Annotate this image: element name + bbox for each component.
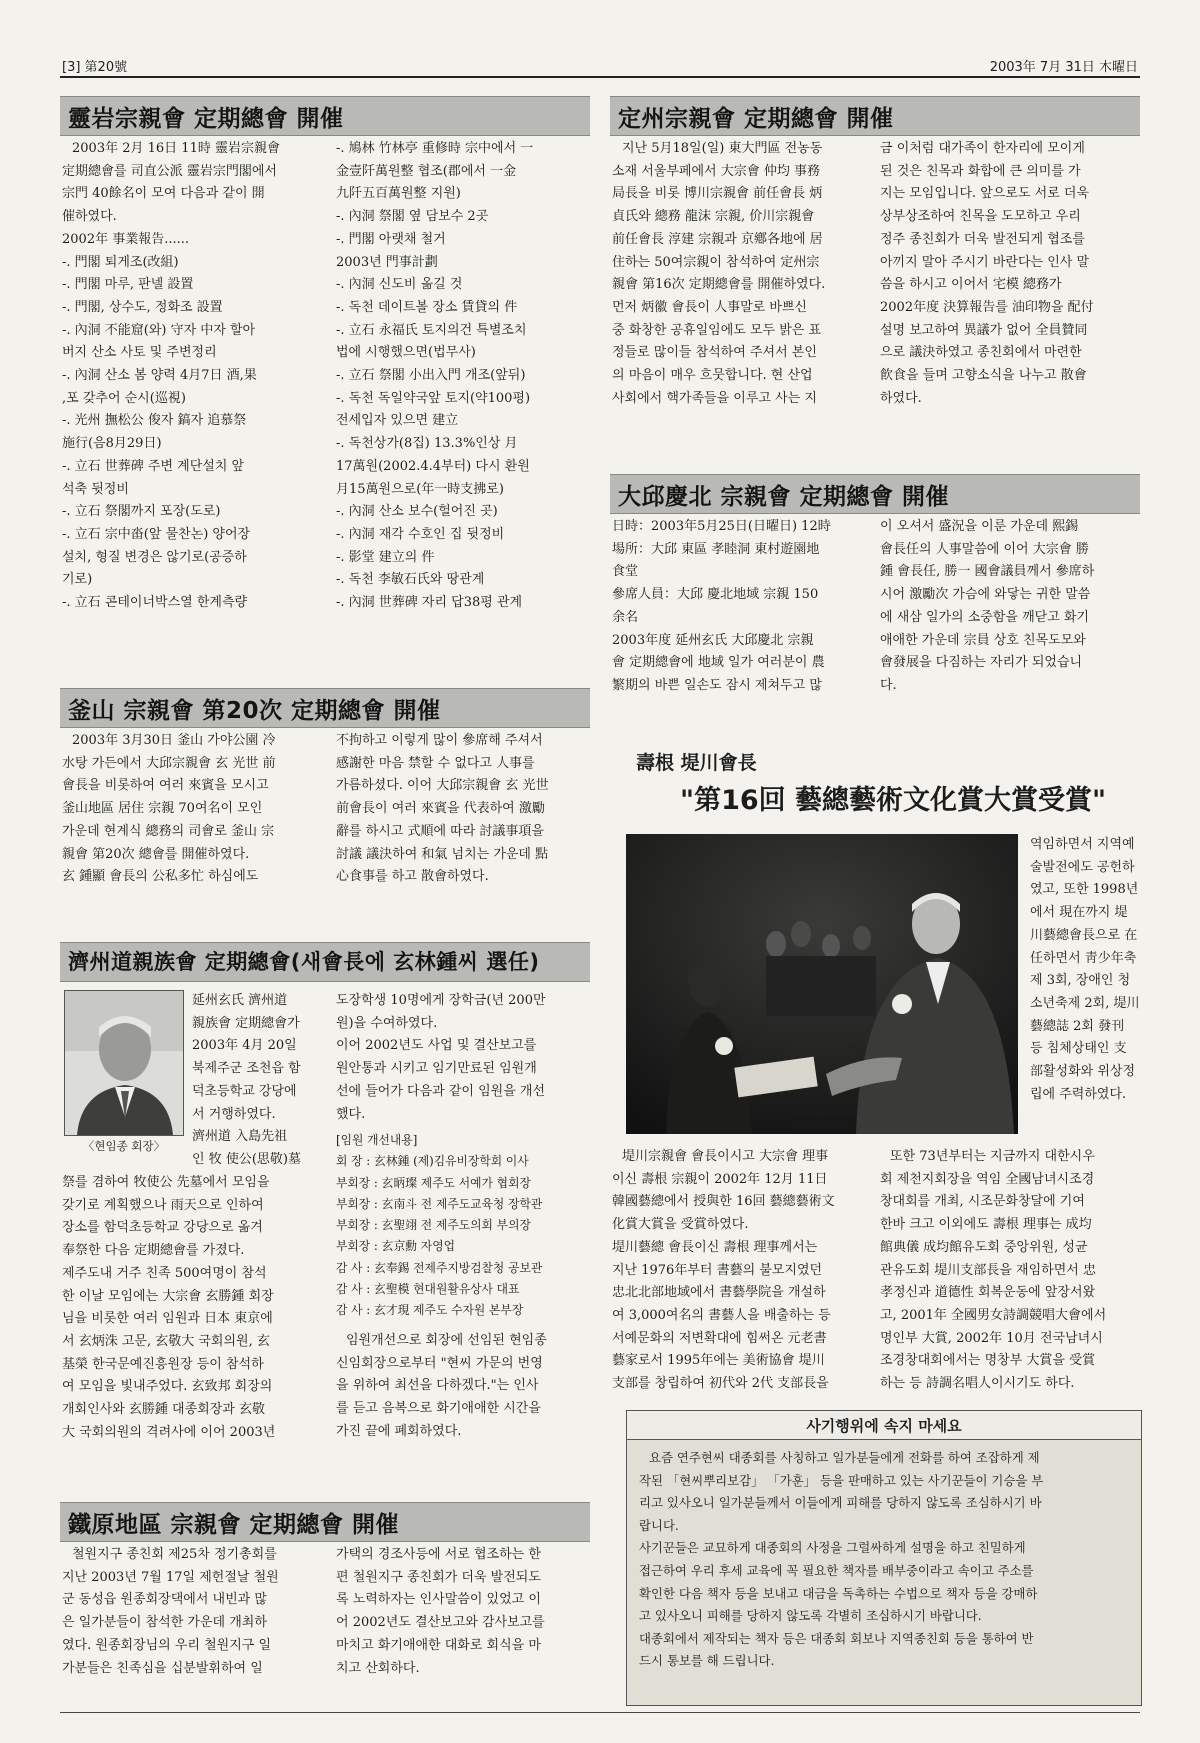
article-headline: "第16回 藝總藝術文化賞大賞受賞" <box>680 785 1107 816</box>
article-title: 定州宗親會 定期總會 開催 <box>618 106 894 132</box>
article-title: 釜山 宗親會 第20次 定期總會 開催 <box>68 698 441 724</box>
ceremony-image <box>626 834 1018 1134</box>
article-title-bar <box>60 942 590 982</box>
article-body-column <box>62 1544 320 1680</box>
article-title-bar <box>610 96 1140 136</box>
article-text: 이 오셔서 盛況을 이룬 가운데 熙錫 會長任의 人事말씀에 이어 大宗會 勝 鍾 會長任, 勝一 國會議員께서 參席하 시어 激勵次 가슴에 와닿는 귀한 말씀 에 새삼 일가의 소중함을 깨닫고 화기 애애한 가운데 宗員 상호 친목도모와 會發展을 다짐하는 자리가 되었습니 다. <box>880 519 1095 693</box>
article-body-column <box>880 138 1138 410</box>
article-title: 濟州道親族會 定期總會(새會長에 玄林鍾씨 選任) <box>68 950 540 974</box>
fraud-warning-notice <box>626 1410 1142 1706</box>
article-body-column <box>336 990 592 1126</box>
article-title: 靈岩宗親會 定期總會 開催 <box>68 106 344 132</box>
article-text: 가택의 경조사등에 서로 협조하는 한 편 철원지구 종친회가 더욱 발전되도 록 노력하자는 인사말씀이 있었고 이 어 2002년도 결산보고와 감사보고를 마치고 화기애애한 대화로 회식을 마 치고 산회하다. <box>336 1547 545 1676</box>
article-body-column <box>336 730 592 889</box>
article-text: 祭를 겸하여 牧使公 先墓에서 모임을 갖기로 계획했으나 雨天으로 인하여 장소를 함덕초등학교 강당으로 옮겨 奉祭한 다음 定期總會를 가졌다. 제주도내 거주 친족 500여명이 참석 한 이날 모임에는 大宗會 玄勝鍾 회장 님을 비롯한 여러 임원과 日本 東京에 서 玄炳洙 고문, 玄敬大 국회의원, 玄 基榮 한국문예진흥원장 등이 참석하 여 모임을 빛내주었다. 玄致邦 회장의 개회인사와 玄勝鍾 대종회장과 玄敬 大 국회의원의 격려사에 이어 2003년 <box>62 1175 276 1440</box>
award-ceremony-photo <box>626 834 1018 1134</box>
notice-body <box>639 1447 1133 1673</box>
page-number-issue: [3] 第20號 <box>62 60 128 75</box>
article-body-column <box>612 1146 870 1396</box>
portrait-image <box>65 991 183 1135</box>
article-text: -. 鳩林 竹林亭 重修時 宗中에서 一 金壹阡萬원整 협조(郡에서 一金 九阡五百萬원整 지원) -. 內洞 祭閣 옆 담보수 2곳 -. 門閣 아랫채 철거 2003년 門事計劃 -. 內洞 신도비 옮길 것 -. 독천 데이트볼 장소 賃貸의 件 -. 立石 永福氏 토지의건 특별조치 법에 시행했으면(법무사) -. 立石 祭閣 小出入門 개조(앞뒤) -. 독천 독일약국앞 토지(약100평) 전세입자 있으면 建立 -. 독천상가(8집) 13.3%인상 月 17萬원(2002.4.4부터) 다시 환원 月15萬원으로(年一時支拂로) -. 內洞 산소 보수(헐어진 곳) -. 內洞 재각 수호인 집 뒷정비 -. 影堂 建立의 件 -. 독천 李敏石氏와 땅관계 -. 內洞 世葬碑 자리 답38평 관계 <box>336 141 534 611</box>
footer-rule <box>60 1712 1140 1713</box>
portrait-photo <box>64 990 184 1136</box>
article-text: 금 이처럼 대가족이 한자리에 모이게 된 것은 친목과 화합에 큰 의미를 가 지는 모임입니다. 앞으로도 서로 더욱 상부상조하여 친목을 도모하고 우리 정주 종친회가 더욱 발전되게 협조를 아끼지 말아 주시기 바란다는 인사 말 씀을 하시고 이어서 宅模 總務가 2002年度 決算報告를 油印物을 配付 설명 보고하여 異議가 없어 全員贊同 으로 議決하였고 종친회에서 마련한 飮食을 들며 고향소식을 나누고 散會 하였다. <box>880 141 1094 406</box>
article-body-column <box>336 1330 592 1444</box>
article-body-column <box>336 1544 592 1680</box>
article-text: [임원 개선내용] 회 장 : 玄林鍾 (제)김유비장학회 이사 부회장 : 玄昞璨 제주도 서예가 협회장 부회장 : 玄南斗 전 제주도교육청 장학관 부회장 : 玄聖翊 전 제주도의회 부의장 부회장 : 玄京勳 자영업 감 사 : 玄奉錫 전제주지방검찰청 공보관 감 사 : 玄聖模 현대원활유상사 대표 감 사 : 玄才現 제주도 수자원 본부장 <box>336 1133 543 1318</box>
officer-list <box>336 1130 592 1322</box>
article-text: 不拘하고 이렇게 많이 參席해 주셔서 感謝한 마음 禁할 수 없다고 人事를 가름하셨다. 이어 大邱宗親會 玄 光世 前會長이 여러 來賓을 代表하여 激勵 辭를 하시고 式順에 따라 討議事項을 討議 議決하여 和氣 넘치는 가운데 點 心食事를 하고 散會하였다. <box>336 733 549 885</box>
notice-text: 요즘 연주현씨 대종회를 사칭하고 일가분들에게 전화를 하여 조잡하게 제 작된 「현씨뿌리보감」 「가훈」 등을 판매하고 있는 사기꾼들이 기승을 부 리고 있사오니 일가분들께서 이들에게 피해를 당하지 않도록 조심하시기 바 랍니다. 사기꾼들은 교묘하게 대종회의 사정을 그럴싸하게 설명을 하고 친밀하게 접근하여 우리 후세 교육에 꼭 필요한 책자를 배부중이라고 속이고 주소를 확인한 다음 책자 등을 보내고 대금을 독촉하는 수법으로 책자 등을 강매하 고 있사오니 피해를 당하지 않도록 각별히 조심하시기 바랍니다. 대종회에서 제작되는 책자 등은 대종회 회보나 지역종친회 등을 통하여 반 드시 통보를 해 드립니다. <box>639 1450 1044 1669</box>
article-body-column <box>612 516 870 698</box>
article-text: 延州玄氏 濟州道 親族會 定期總會가 2003年 4月 20일 북제주군 조천읍 함 덕초등학교 강당에 서 거행하였다. 濟州道 入島先祖 인 牧 使公(思敬)墓 <box>192 993 301 1167</box>
article-body-column <box>880 1146 1138 1396</box>
portrait-caption: 〈현임종 회장〉 <box>82 1139 166 1153</box>
article-title: 大邱慶北 宗親會 定期總會 開催 <box>618 484 950 510</box>
article-body-column <box>62 730 320 889</box>
notice-title: 사기행위에 속지 마세요 <box>806 1417 962 1435</box>
article-text: 임원개선으로 회장에 선임된 현임종 신임회장으로부터 "현씨 가문의 번영 을 위하여 최선을 다하겠다."는 인사 를 듣고 음복으로 화기애애한 시간을 가진 끝에 폐회하였다. <box>336 1333 547 1439</box>
article-title-bar <box>60 96 590 136</box>
page-date: 2003年 7月 31日 木曜日 <box>989 60 1138 75</box>
article-kicker: 壽根 堤川會長 <box>636 752 757 774</box>
article-text: 日時：2003年5月25日(日曜日) 12時 場所：大邱 東區 孝睦洞 東村遊園地 食堂 參席人員：大邱 慶北地域 宗親 150 余名 2003年度 延州玄氏 大邱慶北 宗親 會 定期總會에 地域 일가 여러분이 農 繁期의 바쁜 일손도 잠시 제쳐두고 많 <box>612 519 831 693</box>
article-title: 鐵原地區 宗親會 定期總會 開催 <box>68 1512 400 1538</box>
article-body-column <box>336 138 592 615</box>
article-text: 지난 5月18일(일) 東大門區 전농동 소재 서울부페에서 大宗會 仲均 事務 局長을 비롯 博川宗親會 前任會長 炳 貞氏와 總務 龍沫 宗親, 价川宗親會 前任會長 淳建 宗親과 京鄕各地에 居 住하는 50여宗親이 참석하여 定州宗 親會 第16次 定期總會를 開催하였다. 먼저 炳徽 會長이 人事말로 바쁘신 중 화창한 공휴일임에도 모두 밝은 표 정들로 많이들 참석하여 주셔서 본인 의 마음이 매우 흐뭇합니다. 현 산업 사회에서 핵가족들을 이루고 사는 지 <box>612 141 826 406</box>
article-text: 역임하면서 지역예 술발전에도 공헌하 였고, 또한 1998년 에서 現在까지 堤 川藝總會長으로 在 任하면서 靑少年축 제 3회, 장애인 청 소년축제 2회, 堤川 藝總誌 2회 發刊 등 침체상태인 支 部활성화와 위상정 립에 주력하였다. <box>1030 837 1140 1102</box>
article-body-column <box>880 516 1138 698</box>
article-text: 2003年 3月30日 釜山 가야公園 冷 水탕 가든에서 大邱宗親會 玄 光世 前 會長을 비롯하여 여러 來賓을 모시고 釜山地區 居住 宗親 70여名이 모인 가운데 현계식 總務의 司會로 釜山 宗 親會 第20次 總會를 開催하였다. 玄 鍾顯 會長의 公私多忙 하심에도 <box>62 733 276 885</box>
article-text: 도장학생 10명에게 장학금(년 200만 원)을 수여하였다. 이어 2002년도 사업 및 결산보고를 원안통과 시키고 임기만료된 임원개 선에 들어가 다음과 같이 임원을 개선 했다. <box>336 993 546 1122</box>
article-title-bar <box>610 474 1140 514</box>
article-title-bar <box>60 1502 590 1542</box>
article-text: 또한 73년부터는 지금까지 대한시우 회 제천지회장을 역임 全國남녀시조경 창대회를 개최, 시조문화창달에 기여 한바 크고 이외에도 壽根 理事는 成均 館典儀 成均館유도회 중앙위원, 성균 관유도회 堤川支部長을 재임하면서 忠 孝정신과 道德性 회복운동에 앞장서왔 고, 2001年 全國男女詩調競唱大會에서 명인부 大賞, 2002年 10月 전국남녀시 조경창대회에서는 명창부 大賞을 受賞 하는 등 詩調名唱人이시기도 하다. <box>880 1149 1107 1392</box>
article-body-column <box>192 990 322 1172</box>
article-body-column <box>62 138 320 615</box>
article-body-column <box>612 138 868 410</box>
article-body-column <box>1030 834 1140 1106</box>
article-text: 2003年 2月 16日 11時 靈岩宗親會 定期總會를 司直公派 靈岩宗門閣에서 宗門 40餘名이 모여 다음과 같이 開 催하였다. 2002年 事業報告...... -. 門閣 퇴게조(改組) -. 門閣 마루, 판넬 設置 -. 門閣, 상수도, 정화조 設置 -. 內洞 不能窟(와) 守자 中자 할아 버지 산소 사토 및 주변정리 -. 內洞 산소 봄 양력 4月7日 酒,果 ,포 갖추어 순시(巡視) -. 光州 撫松公 俊자 鎬자 追慕祭 施行(음8月29日) -. 立石 世葬碑 주변 계단설치 앞 석축 뒷정비 -. 立石 祭閣까지 포장(도로) -. 立石 宗中畓(앞 물찬논) 양어장 설치, 형질 변경은 않기로(공증하 기로) -. 立石 콘테이너박스열 한계측량 <box>62 141 280 611</box>
article-text: 철원지구 종친회 제25차 정기총회를 지난 2003년 7월 17일 제헌절날 철원 군 동성읍 원종회장댁에서 내빈과 많 은 일가분들이 참석한 가운데 개최하 였다. 원종회장님의 우리 철원지구 일 가분들은 친족심을 십분발휘하여 일 <box>62 1547 279 1676</box>
article-text: 堤川宗親會 會長이시고 大宗會 理事 이신 壽根 宗親이 2002年 12月 11日 韓國藝總에서 授與한 16回 藝總藝術文 化賞大賞을 受賞하였다. 堤川藝總 會長이신 壽根 理事께서는 지난 1976年부터 書藝의 불모지였던 忠北北部地域에서 書藝學院을 개설하 여 3,000여名의 書藝人을 배출하는 등 서예문화의 저변확대에 힘써온 元老書 藝家로서 1995年에는 美術協會 堤川 支部를 창립하여 初代와 2代 支部長을 <box>612 1149 835 1392</box>
article-body-column <box>62 1172 320 1444</box>
article-title-bar <box>60 688 590 728</box>
header-rule <box>60 76 1140 78</box>
